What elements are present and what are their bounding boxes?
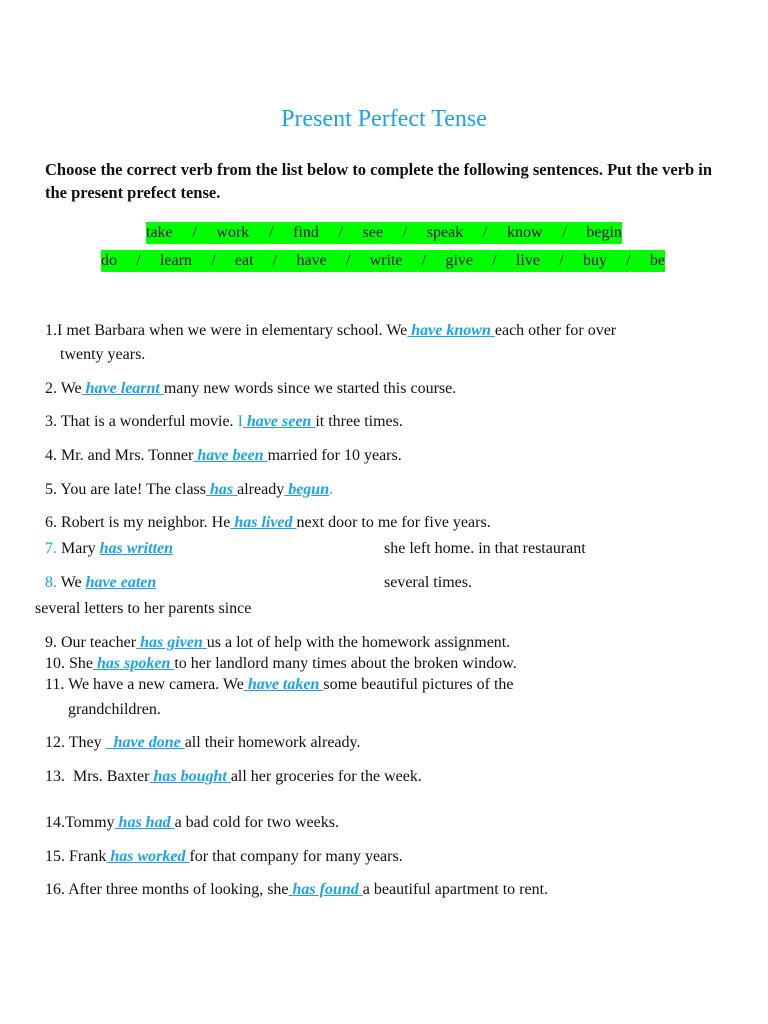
word-option: live xyxy=(515,252,540,269)
answer-1: have known xyxy=(407,322,495,339)
word-separator: / xyxy=(268,224,274,241)
sentence-16: 16. After three months of looking, she has found a beautiful apartment to rent. xyxy=(45,881,549,898)
answer-2: have learnt xyxy=(81,380,164,397)
answer-9: has given xyxy=(136,634,207,651)
word-option: give xyxy=(445,252,474,269)
sentence-1: 1.I met Barbara when we were in elementary school. We have known each other for over xyxy=(45,322,617,339)
answer-3: have seen xyxy=(242,413,316,430)
word-option: know xyxy=(507,224,543,241)
word-option: begin xyxy=(586,224,622,241)
sentence-4: 4. Mr. and Mrs. Tonner have been married for 10 years. xyxy=(45,447,402,464)
word-option: have xyxy=(296,252,327,269)
word-separator: / xyxy=(272,252,278,269)
answer-6: has lived xyxy=(230,514,297,531)
word-list-row-1 xyxy=(146,222,622,244)
sentence-6: 6. Robert is my neighbor. He has lived next door to me for five years. xyxy=(45,514,491,531)
word-separator: / xyxy=(421,252,427,269)
sentence-8-continued: several times. xyxy=(384,574,472,591)
word-separator: / xyxy=(211,252,216,269)
word-separator: / xyxy=(192,224,197,241)
instructions: Choose the correct verb from the list below to complete the following sentences. Put the verb in the present prefect tense. xyxy=(45,160,713,202)
answer-14: has had xyxy=(114,814,175,831)
page-title: Present Perfect Tense xyxy=(281,106,487,132)
answer-4: have been xyxy=(193,447,268,464)
sentence-5: 5. You are late! The class has already begun. xyxy=(45,481,334,498)
sentence-11: 11. We have a new camera. We have taken some beautiful pictures of the xyxy=(45,676,514,693)
word-separator: / xyxy=(626,252,631,269)
word-separator: / xyxy=(136,252,141,269)
word-option: work xyxy=(216,224,250,241)
sentence-1-continued: twenty years. xyxy=(60,346,146,363)
word-separator: / xyxy=(482,224,488,241)
word-separator: / xyxy=(559,252,564,269)
sentence-15: 15. Frank has worked for that company for many years. xyxy=(45,848,403,865)
sentence-13: 13. Mrs. Baxter has bought all her groceries for the week. xyxy=(45,768,422,785)
sentence-8: 8. We have eaten xyxy=(45,574,157,591)
sentence-10: 10. She has spoken to her landlord many times about the broken window. xyxy=(45,655,517,672)
stray-text: several letters to her parents since xyxy=(35,600,252,617)
answer-11: have taken xyxy=(243,676,324,693)
word-separator: / xyxy=(492,252,497,269)
word-option: eat xyxy=(234,252,254,269)
word-option: find xyxy=(293,224,319,241)
word-option: see xyxy=(362,224,384,241)
sentence-7-continued: she left home. in that restaurant xyxy=(384,540,586,557)
sentence-11-continued: grandchildren. xyxy=(68,701,161,718)
answer-13: has bought xyxy=(149,768,231,785)
sentence-9: 9. Our teacher has given us a lot of help with the homework assignment. xyxy=(45,634,511,651)
sentence-12: 12. They have done all their homework already. xyxy=(45,734,361,751)
word-option: learn xyxy=(159,252,192,269)
answer-5a: has xyxy=(206,481,238,498)
answer-7: has written xyxy=(99,540,174,557)
word-option: buy xyxy=(582,252,607,269)
sentence-3: 3. That is a wonderful movie. I have seen it three times. xyxy=(45,413,403,430)
word-option: be xyxy=(649,252,665,269)
answer-12: have done xyxy=(105,734,185,751)
word-option: do xyxy=(101,252,117,269)
answer-8: have eaten xyxy=(85,574,157,591)
word-option: speak xyxy=(426,224,464,241)
word-separator: / xyxy=(338,224,343,241)
answer-10: has spoken xyxy=(93,655,175,672)
sentence-7: 7. Mary has written xyxy=(45,540,174,557)
word-option: write xyxy=(369,252,403,269)
word-list-row-2 xyxy=(101,250,665,272)
word-separator: / xyxy=(562,224,567,241)
word-separator: / xyxy=(345,252,351,269)
word-option: take xyxy=(146,224,173,241)
sentence-2: 2. We have learnt many new words since we started this course. xyxy=(45,380,457,397)
word-separator: / xyxy=(402,224,408,241)
answer-5b: begun xyxy=(284,481,330,498)
answer-16: has found xyxy=(288,881,363,898)
sentence-14: 14.Tommy has had a bad cold for two weeks. xyxy=(45,814,339,831)
answer-15: has worked xyxy=(106,848,190,865)
